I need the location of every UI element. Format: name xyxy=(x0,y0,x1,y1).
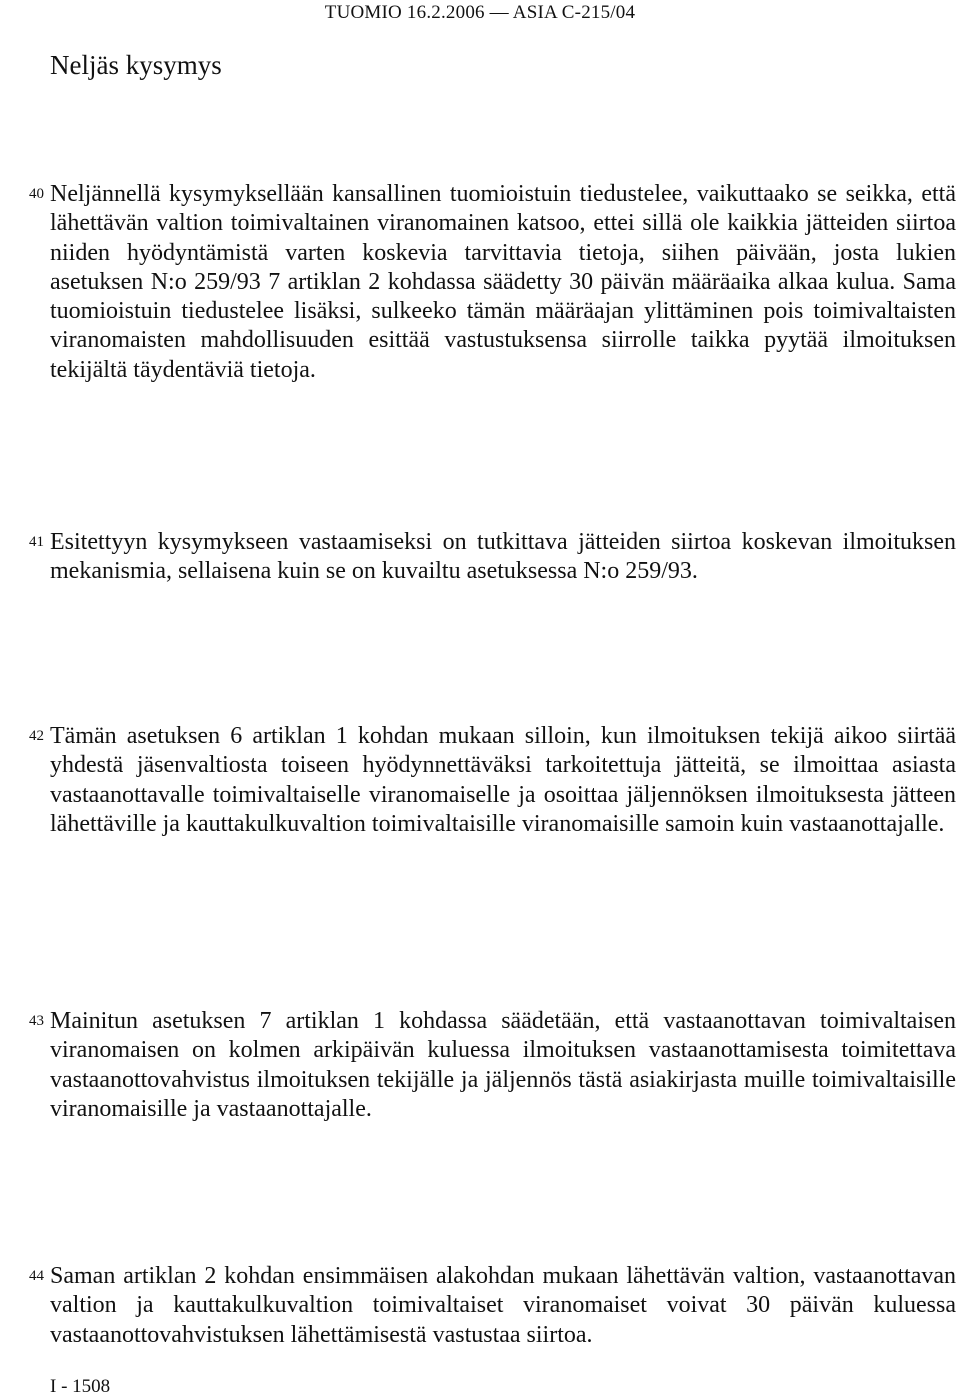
paragraph-number: 43 xyxy=(29,1013,44,1029)
paragraph-number: 42 xyxy=(29,728,44,744)
paragraph-text: Saman artiklan 2 kohdan ensimmäisen alakohdan mukaan lähettävän valtion, vastaanottavan valtion ja kauttakulkuvaltion toimivaltaiset viranomaiset voivat 30 päivän kuluessa vastaanottovahvistuksen lähettämisestä vastustaa siirtoa. xyxy=(50,1263,956,1348)
paragraph-text: Mainitun asetuksen 7 artiklan 1 kohdassa säädetään, että vastaanottavan toimivaltaisen viranomaisen on kolmen arkipäivän kuluessa ilmoituksen vastaanottamisesta toimitettava vastaanottovahvistus ilmoituksen tekijälle ja jäljennös tästä asiakirjasta muille toimivaltaisille viranomaisille ja vastaanottajalle. xyxy=(50,1008,956,1122)
paragraph-number: 44 xyxy=(29,1268,44,1284)
page-header: TUOMIO 16.2.2006 — ASIA C-215/04 xyxy=(324,2,636,23)
paragraph-number: 40 xyxy=(29,186,44,202)
paragraph-text: Tämän asetuksen 6 artiklan 1 kohdan mukaan silloin, kun ilmoituksen tekijä aikoo siirtää yhdestä jäsenvaltiosta toiseen hyödynnettäväksi tarkoitettuja jätteitä, se ilmoittaa asiasta vastaanottavalle toimivaltaiselle viranomaiselle ja osoittaa jäljennöksen ilmoituksesta jätteen lähettäville ja kauttakulkuvaltion toimivaltaisille viranomaisille samoin kuin vastaanottajalle. xyxy=(50,723,956,837)
section-title: Neljäs kysymys xyxy=(50,50,222,80)
paragraph-number: 41 xyxy=(29,534,44,550)
paragraph-text: Neljännellä kysymyksellään kansallinen tuomioistuin tiedustelee, vaikuttaako se seikka, että lähettävän valtion toimivaltainen viranomainen katsoo, ettei sillä ole kaikkia jätteiden siirtoa niiden hyödyntämistä varten koskevia tarvittavia tietoja, siihen päivään, josta lukien asetuksen N:o 259/93 7 artiklan 2 kohdassa säädetty 30 päivän määräaika alkaa kulua. Sama tuomioistuin tiedustelee lisäksi, sulkeeko tämän määräajan ylittäminen pois toimivaltaisten viranomaisten mahdollisuuden esittää vastustuksensa siirrolle taikka pyytää ilmoituksen tekijältä täydentäviä tietoja. xyxy=(50,181,956,383)
paragraph-text: Esitettyyn kysymykseen vastaamiseksi on tutkittava jätteiden siirtoa koskevan ilmoituksen mekanismia, sellaisena kuin se on kuvailtu asetuksessa N:o 259/93. xyxy=(50,529,956,585)
page-number: I - 1508 xyxy=(50,1376,111,1397)
